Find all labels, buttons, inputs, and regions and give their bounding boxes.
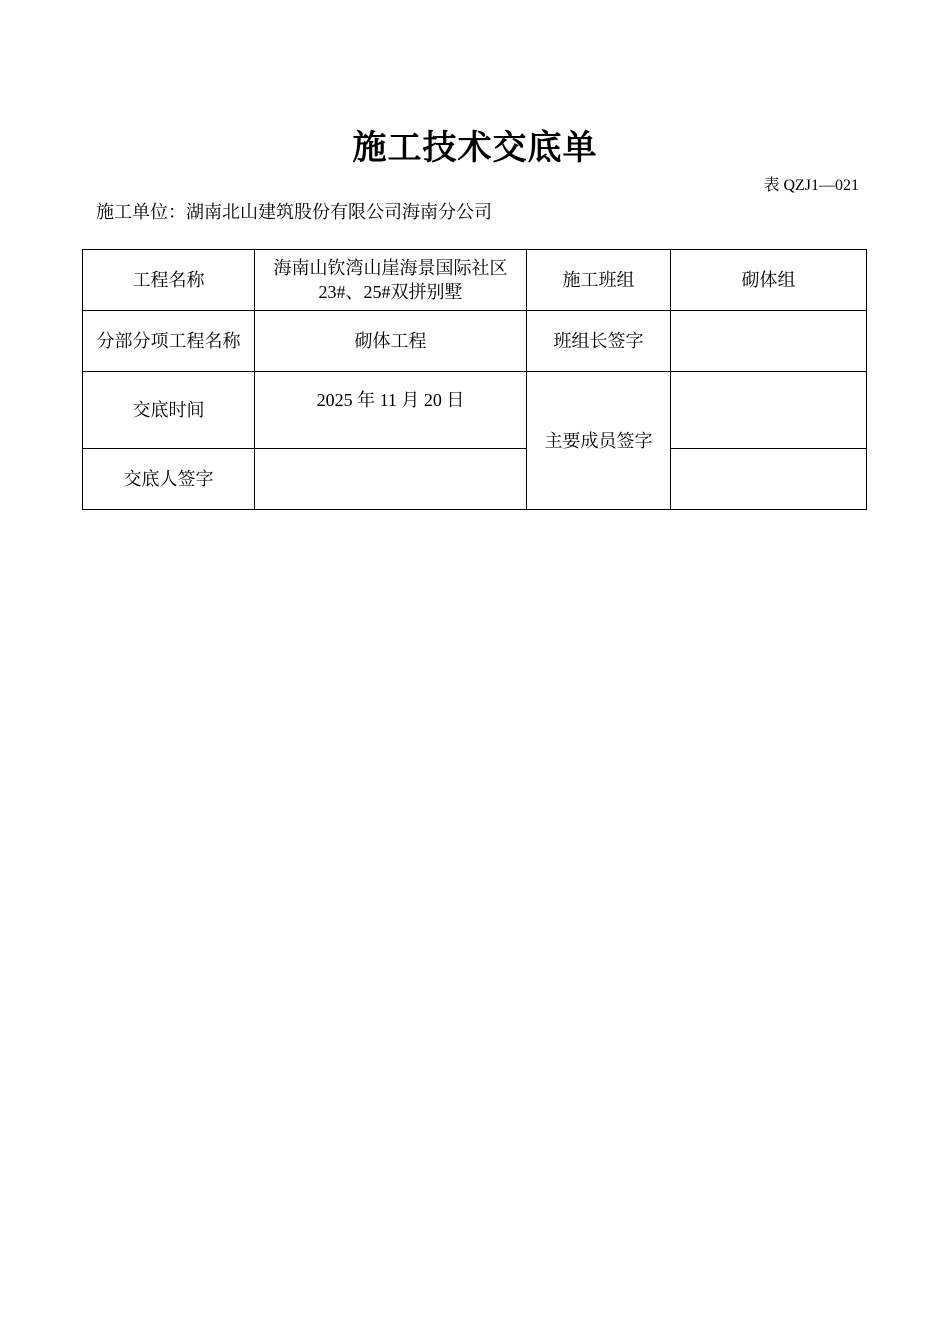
presenter-signature-label: 交底人签字 [83, 449, 255, 510]
briefing-form-table [82, 249, 867, 510]
table-row [83, 311, 867, 372]
main-members-signature-field-1[interactable] [671, 372, 867, 449]
briefing-date-value: 2025 年 11 月 20 日 [255, 372, 527, 449]
table-row [83, 449, 867, 510]
construction-unit-line [96, 200, 492, 224]
form-code: 表 QZJ1—021 [763, 177, 859, 194]
project-name-value [255, 250, 527, 311]
subproject-name-value: 砌体工程 [255, 311, 527, 372]
construction-team-label: 施工班组 [527, 250, 671, 311]
main-members-signature-field-2[interactable] [671, 449, 867, 510]
presenter-signature-field[interactable] [255, 449, 527, 510]
briefing-date-label: 交底时间 [83, 372, 255, 449]
subproject-name-label: 分部分项工程名称 [83, 311, 255, 372]
construction-unit-label: 施工单位： [96, 202, 186, 222]
table-row [83, 372, 867, 449]
construction-team-value: 砌体组 [671, 250, 867, 311]
team-leader-signature-label: 班组长签字 [527, 311, 671, 372]
team-leader-signature-field[interactable] [671, 311, 867, 372]
table-row [83, 250, 867, 311]
project-name-line-1: 海南山钦湾山崖海景国际社区 [273, 258, 508, 278]
construction-unit-value: 湖南北山建筑股份有限公司海南分公司 [186, 202, 492, 222]
project-name-line-2: 23#、25#双拼别墅 [318, 282, 463, 302]
project-name-label: 工程名称 [83, 250, 255, 311]
main-members-signature-label: 主要成员签字 [527, 372, 671, 510]
document-title: 施工技术交底单 [352, 130, 598, 167]
